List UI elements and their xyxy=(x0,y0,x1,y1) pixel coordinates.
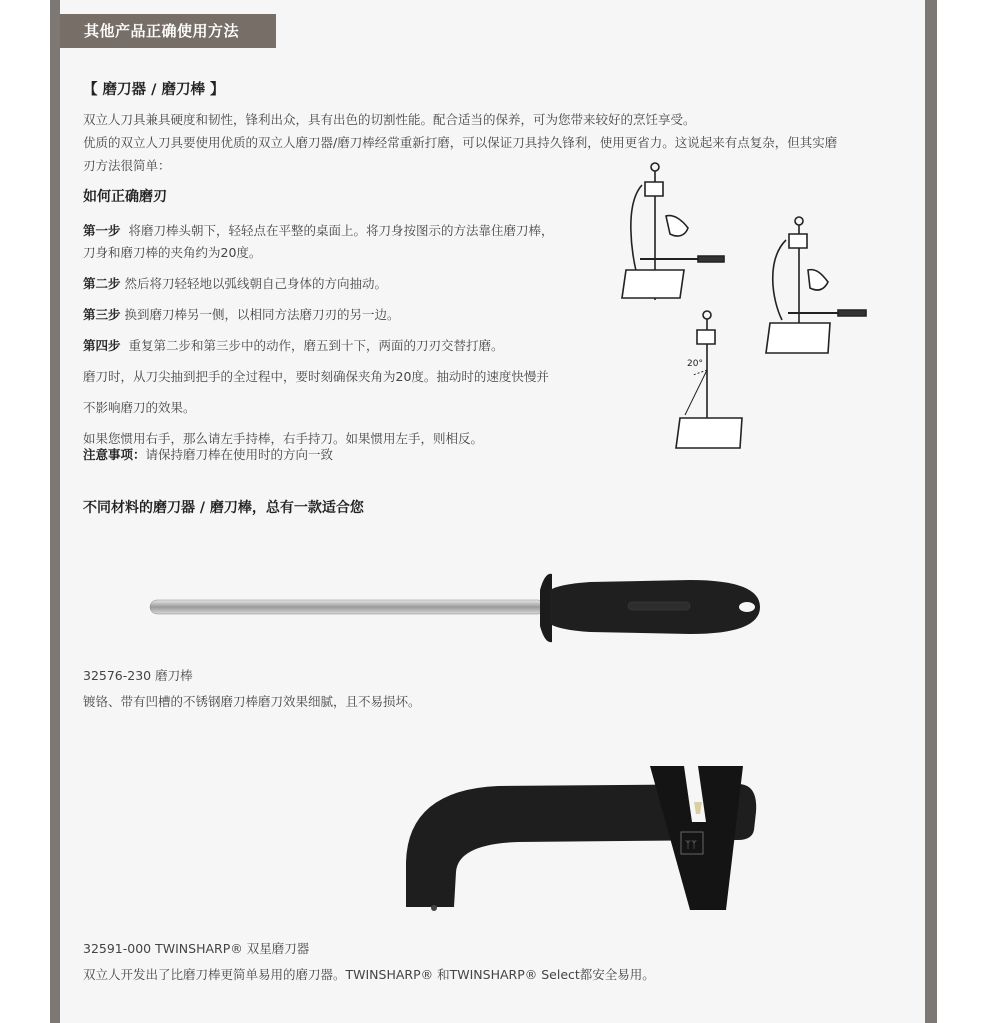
attention-text: 请保持磨刀棒在使用时的方向一致 xyxy=(145,447,334,462)
sharpening-illustration xyxy=(612,160,872,455)
step-1-continued: 刀身和磨刀棒的夹角约为20度。 xyxy=(83,245,262,260)
page-frame-left xyxy=(50,0,60,1023)
step-2-figure xyxy=(766,217,866,353)
step-4-text: 重复第二步和第三步中的动作，磨五到十下，两面的刀刃交替打磨。 xyxy=(128,338,504,353)
step-2-label: 第二步 xyxy=(83,276,121,291)
products-title: 不同材料的磨刀器 / 磨刀棒，总有一款适合您 xyxy=(83,500,364,516)
step-3 xyxy=(83,305,400,323)
intro-line-2: 优质的双立人刀具要使用优质的双立人磨刀器/磨刀棒经常重新打磨，可以保证刀具持久锋利，使用更省力。这说起来有点复杂，但其实磨 xyxy=(83,135,838,150)
step-3-label: 第三步 xyxy=(83,307,121,322)
intro-line-3: 刃方法很简单： xyxy=(83,158,171,173)
twinsharp-sharpener-image xyxy=(398,762,763,922)
step-1-label: 第一步 xyxy=(83,223,121,238)
step-2-text: 然后将刀轻轻地以弧线朝自己身体的方向抽动。 xyxy=(124,276,388,291)
step-4 xyxy=(83,336,503,354)
step-3-figure xyxy=(676,311,742,448)
section-header: 其他产品正确使用方法 xyxy=(60,14,276,48)
page-frame-right xyxy=(925,0,937,1023)
honing-rod-image xyxy=(145,568,775,648)
intro-line-1: 双立人刀具兼具硬度和韧性，锋利出众，具有出色的切割性能。配合适当的保养，可为您带来较好的烹饪享受。 xyxy=(83,112,696,127)
product-1-name: 32576-230 磨刀棒 xyxy=(83,668,193,683)
step-3-text: 换到磨刀棒另一侧，以相同方法磨刀刃的另一边。 xyxy=(124,307,400,322)
step-2 xyxy=(83,274,387,292)
product-2-name: 32591-000 TWINSHARP® 双星磨刀器 xyxy=(83,941,310,956)
step-1-figure xyxy=(622,163,724,300)
angle-label: 20° xyxy=(687,359,703,369)
hand-note: 如果您惯用右手，那么请左手持棒，右手持刀。如果惯用左手，则相反。 xyxy=(83,431,484,446)
sharpener-title: 【 磨刀器 / 磨刀棒 】 xyxy=(83,82,225,98)
step-4-label: 第四步 xyxy=(83,338,121,353)
product-2-desc: 双立人开发出了比磨刀棒更简单易用的磨刀器。TWINSHARP® 和TWINSHARP® Select都安全易用。 xyxy=(83,967,655,982)
svg-text:ᛉᛉ: ᛉᛉ xyxy=(685,840,697,851)
angle-note-2: 不影响磨刀的效果。 xyxy=(83,400,196,415)
step-1-text: 将磨刀棒头朝下，轻轻点在平整的桌面上。将刀身按图示的方法靠住磨刀棒， xyxy=(128,223,554,238)
product-1-desc: 镀铬、带有凹槽的不锈钢磨刀棒磨刀效果细腻，且不易损坏。 xyxy=(83,694,421,709)
attention-label: 注意事项： xyxy=(83,447,146,462)
attention-note xyxy=(83,445,333,463)
step-1 xyxy=(83,221,553,239)
howto-title: 如何正确磨刃 xyxy=(83,189,167,205)
angle-note-1: 磨刀时，从刀尖抽到把手的全过程中，要时刻确保夹角为20度。抽动时的速度快慢并 xyxy=(83,369,549,384)
